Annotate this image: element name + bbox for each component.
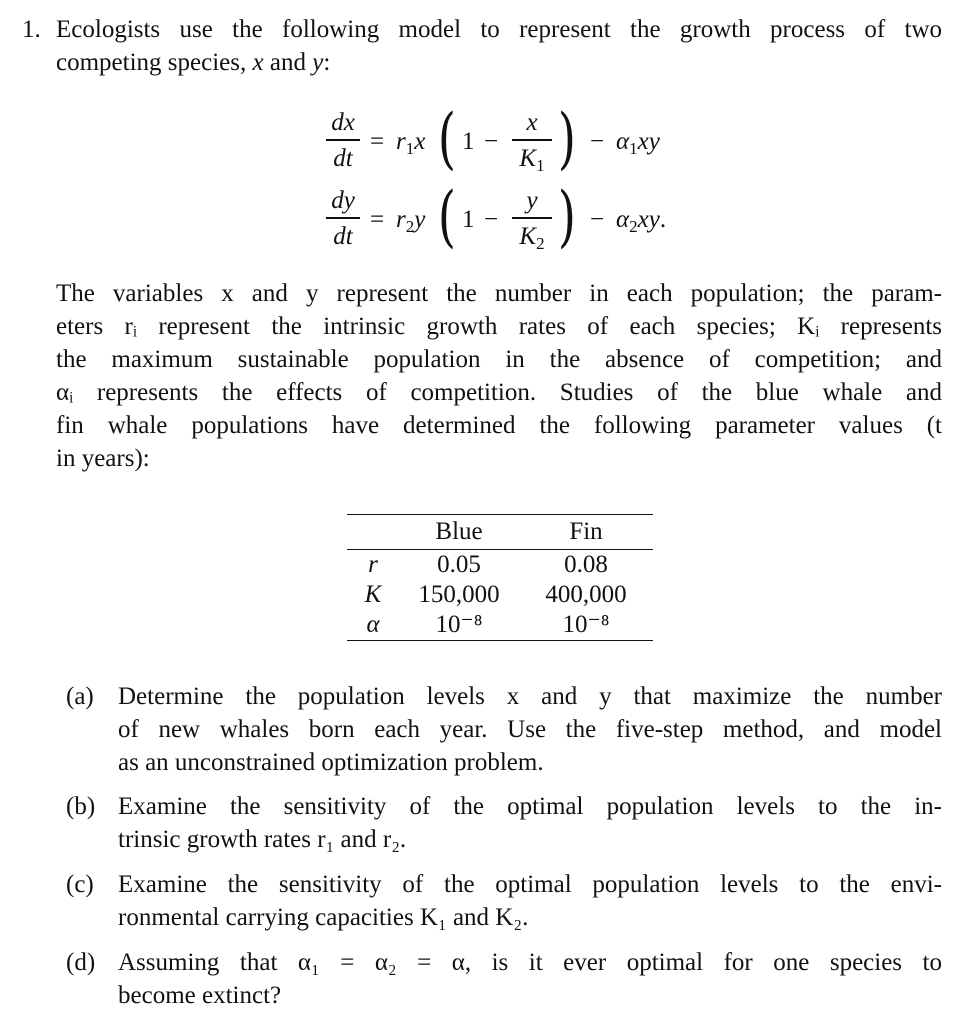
minus-sign: − <box>590 128 605 155</box>
fin-value: 10⁻⁸ <box>562 611 610 638</box>
var-y: y <box>312 49 324 76</box>
right-paren: ) <box>557 178 576 255</box>
part-text <box>118 790 942 856</box>
part-line: become extinct? <box>118 982 282 1009</box>
competition-term: $\alpha_2xy$. <box>616 206 667 236</box>
lhs-denominator: dt <box>333 144 353 172</box>
intro-colon: : <box>323 49 331 76</box>
part-text <box>118 680 942 779</box>
part-line: as an unconstrained optimization problem. <box>118 749 544 776</box>
lhs-denominator: dt <box>333 222 353 250</box>
right-paren: ) <box>557 100 576 177</box>
fraction-bar <box>512 139 552 141</box>
table-row <box>347 610 653 641</box>
inner-numerator: x <box>526 109 538 136</box>
part-label: (a) <box>66 683 94 710</box>
table-row <box>347 550 653 581</box>
equation-dx-dt <box>326 100 686 188</box>
minus-sign: − <box>484 206 499 233</box>
intro-text: competing species, <box>56 49 247 76</box>
one: 1 <box>462 206 475 233</box>
part-c <box>66 868 942 934</box>
inner-numerator: y <box>526 187 538 214</box>
lhs-numerator: dy <box>331 187 355 214</box>
inner-fraction <box>512 108 552 181</box>
parameter-table <box>347 514 653 641</box>
paragraph-line: the maximum sustainable population in the absence of competition; and <box>56 346 942 373</box>
left-paren: ( <box>437 178 456 255</box>
part-text <box>118 868 942 934</box>
lhs-fraction <box>326 186 360 252</box>
blue-value: 150,000 <box>418 581 500 608</box>
inner-denominator: $K_1$ <box>519 144 545 175</box>
table-header-cell: Blue <box>435 518 483 545</box>
fin-value: 0.08 <box>564 551 608 578</box>
blue-value: 0.05 <box>437 551 481 578</box>
table-header-row <box>347 515 653 550</box>
part-line: of new whales born each year. Use the five-step method, and model <box>118 716 942 743</box>
table-header-cell: Fin <box>569 518 603 545</box>
equation-dy-dt <box>326 178 686 266</box>
part-line: Examine the sensitivity of the optimal population levels to the envi- <box>118 871 942 898</box>
rate-term: $r_2y$ <box>396 206 426 236</box>
competition-term: $\alpha_1xy$ <box>616 128 660 158</box>
row-label: r <box>368 551 378 578</box>
part-d <box>66 946 942 1012</box>
part-a <box>66 680 942 780</box>
part-line: trinsic growth rates r₁ and r₂. <box>118 826 407 853</box>
table-header-cell <box>347 515 399 550</box>
part-line: Examine the sensitivity of the optimal population levels to the in- <box>118 793 942 820</box>
minus-sign: − <box>484 128 499 155</box>
paragraph-line: αᵢ represents the effects of competition. Studies of the blue whale and <box>56 379 942 406</box>
fin-value: 400,000 <box>545 581 627 608</box>
part-b <box>66 790 942 856</box>
equals-sign: = <box>370 206 385 233</box>
lhs-numerator: dx <box>331 109 355 136</box>
part-line: ronmental carrying capacities K₁ and K₂. <box>118 904 529 931</box>
lhs-fraction <box>326 108 360 174</box>
paragraph-line: in years): <box>56 445 150 472</box>
paragraph-line: eters rᵢ represent the intrinsic growth rates of each species; Kᵢ represents <box>56 313 942 340</box>
part-label: (b) <box>66 793 96 820</box>
fraction-bar <box>512 217 552 219</box>
problem-intro-line2 <box>56 47 330 79</box>
inner-denominator: $K_2$ <box>519 222 545 253</box>
problem-number: 1. <box>22 16 41 43</box>
left-paren: ( <box>437 100 456 177</box>
part-text <box>118 946 942 1012</box>
var-x: x <box>252 49 264 76</box>
paragraph-line: fin whale populations have determined the following parameter values (t <box>56 412 942 439</box>
fraction-bar <box>326 139 360 141</box>
table-row <box>347 580 653 610</box>
inner-fraction <box>512 186 552 259</box>
part-label: (c) <box>66 871 94 898</box>
intro-and: and <box>269 49 306 76</box>
minus-sign: − <box>590 206 605 233</box>
part-line: Determine the population levels x and y that maximize the number <box>118 683 942 710</box>
one: 1 <box>462 128 475 155</box>
part-label: (d) <box>66 949 96 976</box>
rate-term: $r_1x$ <box>396 128 426 158</box>
row-label: α <box>366 611 380 638</box>
problem-intro-line1: Ecologists use the following model to represent the growth process of two <box>56 16 942 43</box>
blue-value: 10⁻⁸ <box>435 611 483 638</box>
part-line: Assuming that α₁ = α₂ = α, is it ever optimal for one species to <box>118 949 942 976</box>
equals-sign: = <box>370 128 385 155</box>
fraction-bar <box>326 217 360 219</box>
row-label: K <box>364 581 382 608</box>
paragraph-line: The variables x and y represent the number in each population; the param- <box>56 280 942 307</box>
